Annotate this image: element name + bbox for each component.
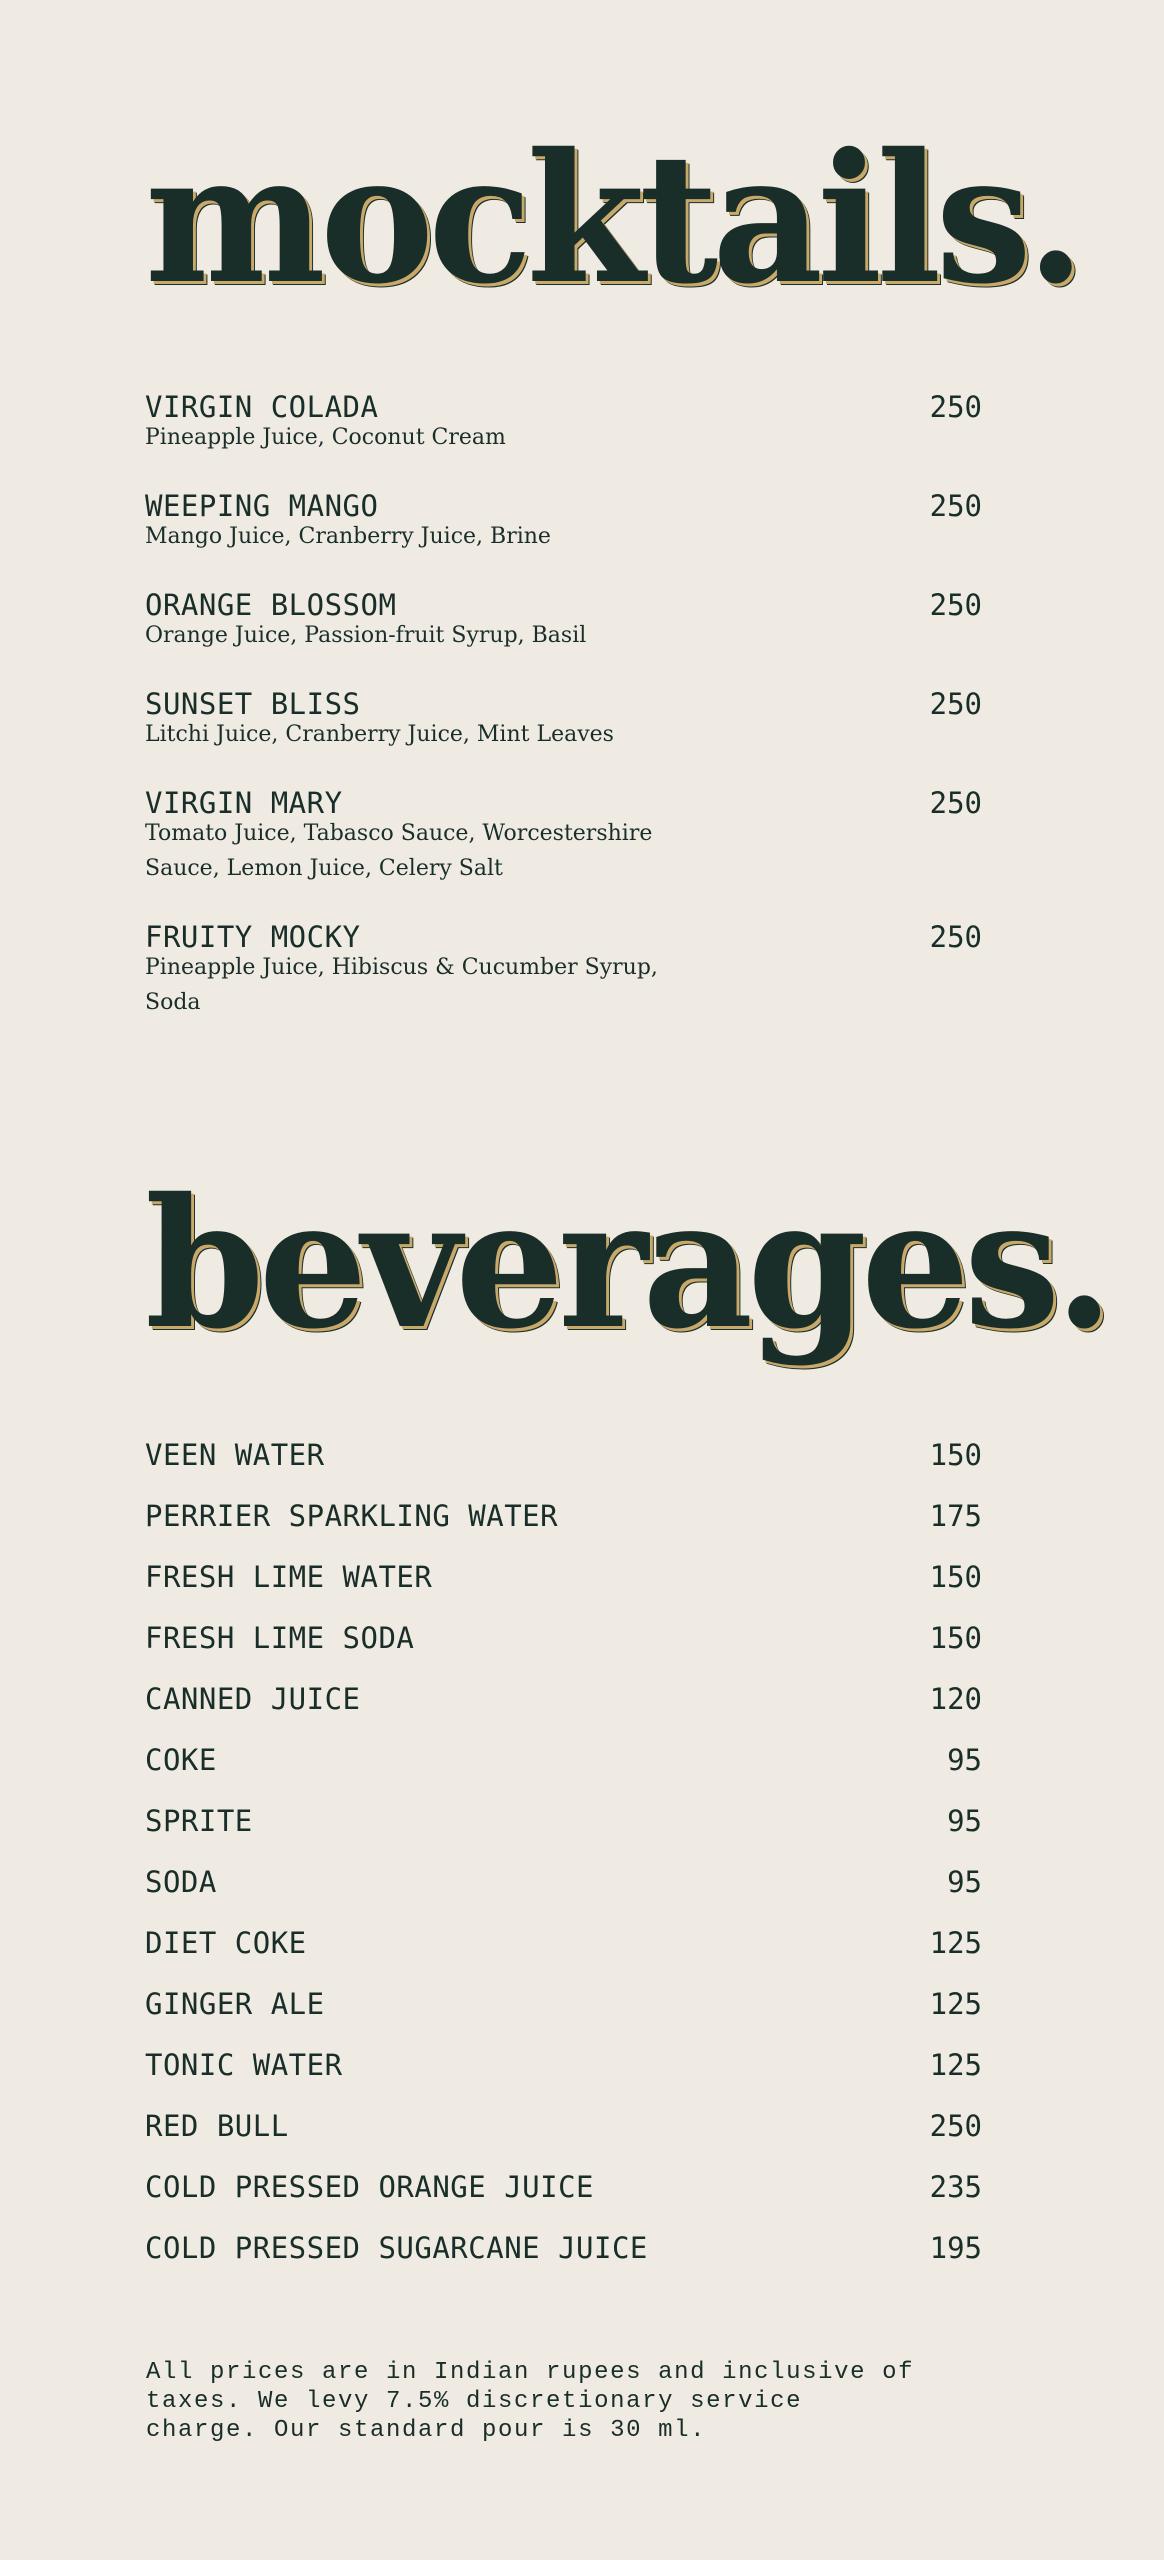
mocktail-price: 250 xyxy=(929,390,982,424)
beverage-name: COKE xyxy=(145,1743,217,1777)
mocktail-name: ORANGE BLOSSOM xyxy=(145,588,397,622)
beverage-price: 120 xyxy=(929,1682,982,1716)
beverage-name: PERRIER SPARKLING WATER xyxy=(145,1499,559,1533)
mocktail-item xyxy=(145,687,982,752)
mocktail-price: 250 xyxy=(929,786,982,820)
mocktail-name: FRUITY MOCKY xyxy=(145,920,361,954)
beverage-item xyxy=(145,2109,982,2170)
pricing-note: All prices are in Indian rupees and inclusive of taxes. We levy 7.5% discretionary service charge. Our standard pour is 30 ml. xyxy=(146,2359,915,2444)
beverage-price: 125 xyxy=(929,1926,982,1960)
beverage-name: FRESH LIME SODA xyxy=(145,1621,415,1655)
mocktails-list xyxy=(145,390,982,1054)
beverage-name: VEEN WATER xyxy=(145,1438,325,1472)
beverages-heading: beverages. xyxy=(145,1159,1109,1368)
beverage-item xyxy=(145,1804,982,1865)
beverage-item xyxy=(145,1926,982,1987)
beverage-name: TONIC WATER xyxy=(145,2048,343,2082)
beverage-name: SPRITE xyxy=(145,1804,253,1838)
beverages-list xyxy=(145,1438,982,2292)
beverage-item xyxy=(145,1438,982,1499)
beverage-price: 125 xyxy=(929,1987,982,2021)
beverage-item xyxy=(145,1499,982,1560)
beverage-price: 95 xyxy=(947,1804,982,1838)
beverage-price: 150 xyxy=(929,1621,982,1655)
mocktail-price: 250 xyxy=(929,920,982,954)
mocktail-description: Pineapple Juice, Hibiscus & Cucumber Syrup, Soda xyxy=(145,955,658,1015)
beverage-name: DIET COKE xyxy=(145,1926,307,1960)
beverage-price: 125 xyxy=(929,2048,982,2082)
mocktail-name: SUNSET BLISS xyxy=(145,687,361,721)
beverage-item xyxy=(145,1682,982,1743)
beverage-price: 150 xyxy=(929,1438,982,1472)
mocktail-description: Orange Juice, Passion-fruit Syrup, Basil xyxy=(145,623,587,648)
beverage-name: GINGER ALE xyxy=(145,1987,325,2021)
beverage-price: 95 xyxy=(947,1865,982,1899)
beverage-name: SODA xyxy=(145,1865,217,1899)
beverage-name: RED BULL xyxy=(145,2109,289,2143)
mocktail-name: VIRGIN COLADA xyxy=(145,390,379,424)
mocktail-item xyxy=(145,489,982,554)
mocktail-price: 250 xyxy=(929,489,982,523)
beverage-item xyxy=(145,2170,982,2231)
beverage-item xyxy=(145,1865,982,1926)
beverage-name: COLD PRESSED SUGARCANE JUICE xyxy=(145,2231,648,2265)
beverage-price: 235 xyxy=(929,2170,982,2204)
beverage-name: CANNED JUICE xyxy=(145,1682,361,1716)
mocktails-heading: mocktails. xyxy=(145,114,1080,323)
beverage-price: 250 xyxy=(929,2109,982,2143)
beverage-name: FRESH LIME WATER xyxy=(145,1560,433,1594)
mocktail-item xyxy=(145,390,982,455)
mocktail-price: 250 xyxy=(929,687,982,721)
beverage-price: 150 xyxy=(929,1560,982,1594)
beverage-price: 175 xyxy=(929,1499,982,1533)
mocktail-description: Litchi Juice, Cranberry Juice, Mint Leaves xyxy=(145,722,614,747)
beverage-item xyxy=(145,1987,982,2048)
beverage-name: COLD PRESSED ORANGE JUICE xyxy=(145,2170,594,2204)
mocktail-description: Tomato Juice, Tabasco Sauce, Worcestershire Sauce, Lemon Juice, Celery Salt xyxy=(145,821,653,881)
beverage-item xyxy=(145,1743,982,1804)
mocktail-price: 250 xyxy=(929,588,982,622)
mocktail-item xyxy=(145,588,982,653)
beverage-price: 195 xyxy=(929,2231,982,2265)
beverage-item xyxy=(145,2231,982,2292)
mocktail-item xyxy=(145,786,982,886)
beverage-item xyxy=(145,1560,982,1621)
mocktail-name: WEEPING MANGO xyxy=(145,489,379,523)
beverage-item xyxy=(145,1621,982,1682)
mocktail-description: Pineapple Juice, Coconut Cream xyxy=(145,425,506,450)
mocktail-description: Mango Juice, Cranberry Juice, Brine xyxy=(145,524,551,549)
mocktail-name: VIRGIN MARY xyxy=(145,786,343,820)
beverage-item xyxy=(145,2048,982,2109)
mocktail-item xyxy=(145,920,982,1020)
beverage-price: 95 xyxy=(947,1743,982,1777)
